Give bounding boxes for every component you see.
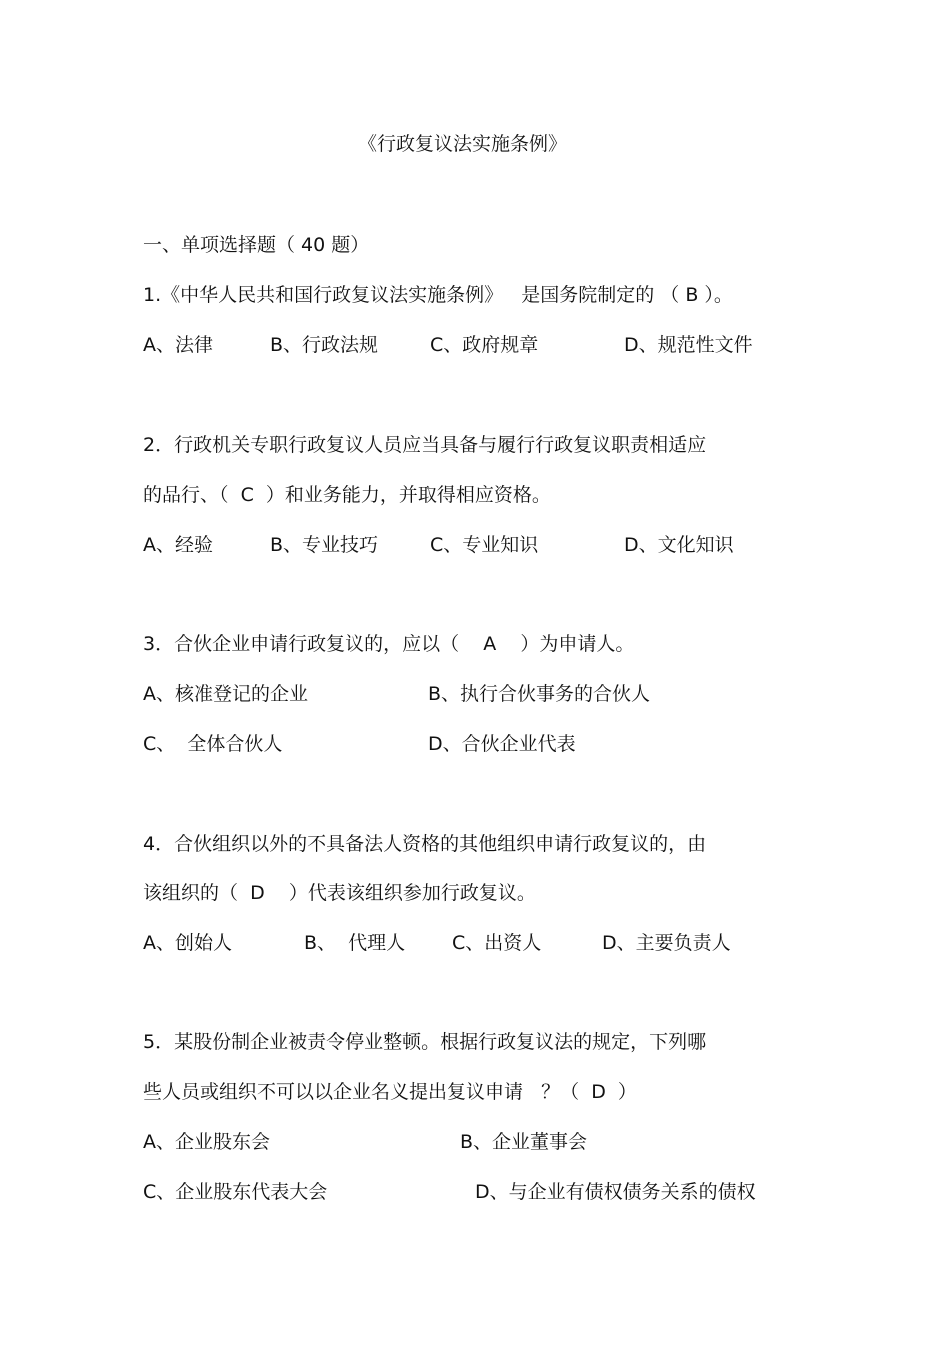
question-5-stem-line-2: 些人员或组织不可以以企业名义提出复议申请 ？（ D ） [143, 1081, 637, 1103]
question-4-option-d: D、主要负责人 [602, 932, 731, 954]
question-1-option-b: B、行政法规 [270, 334, 379, 356]
question-4-option-a: A、创始人 [143, 932, 232, 954]
question-2-option-d: D、文化知识 [624, 534, 734, 556]
question-3-option-d: D、合伙企业代表 [428, 733, 576, 755]
question-3-stem: 3．合伙企业申请行政复议的，应以（ A ）为申请人。 [143, 633, 635, 655]
question-5-option-a: A、企业股东会 [143, 1131, 270, 1153]
question-4-stem-line-2: 该组织的（ D ）代表该组织参加行政复议。 [143, 882, 536, 904]
question-2-stem-line-1: 2．行政机关专职行政复议人员应当具备与履行行政复议职责相适应 [143, 434, 707, 456]
question-5-option-d: D、与企业有债权债务关系的债权 [475, 1181, 756, 1203]
question-3-option-a: A、核准登记的企业 [143, 683, 308, 705]
question-2-option-c: C、专业知识 [430, 534, 539, 556]
question-5-option-b: B、企业董事会 [460, 1131, 588, 1153]
question-3-option-c: C、 全体合伙人 [143, 733, 283, 755]
question-2-option-a: A、经验 [143, 534, 213, 556]
question-5-option-c: C、企业股东代表大会 [143, 1181, 328, 1203]
question-5-stem-line-1: 5．某股份制企业被责令停业整顿。根据行政复议法的规定，下列哪 [143, 1031, 707, 1053]
question-1-stem: 1.《中华人民共和国行政复议法实施条例》 是国务院制定的 （ B ）。 [143, 284, 733, 306]
question-1-option-a: A、法律 [143, 334, 213, 356]
question-3-option-b: B、执行合伙事务的合伙人 [428, 683, 651, 705]
question-1-option-c: C、政府规章 [430, 334, 539, 356]
question-1-option-d: D、规范性文件 [624, 334, 753, 356]
section-heading: 一、单项选择题（ 40 题） [143, 234, 370, 256]
question-4-option-c: C、出资人 [452, 932, 542, 954]
question-4-option-b: B、 代理人 [304, 932, 406, 954]
question-4-stem-line-1: 4．合伙组织以外的不具备法人资格的其他组织申请行政复议的，由 [143, 833, 707, 855]
question-2-option-b: B、专业技巧 [270, 534, 379, 556]
document-title: 《行政复议法实施条例》 [358, 133, 568, 155]
question-2-stem-line-2: 的品行、（ C ）和业务能力，并取得相应资格。 [143, 484, 551, 506]
